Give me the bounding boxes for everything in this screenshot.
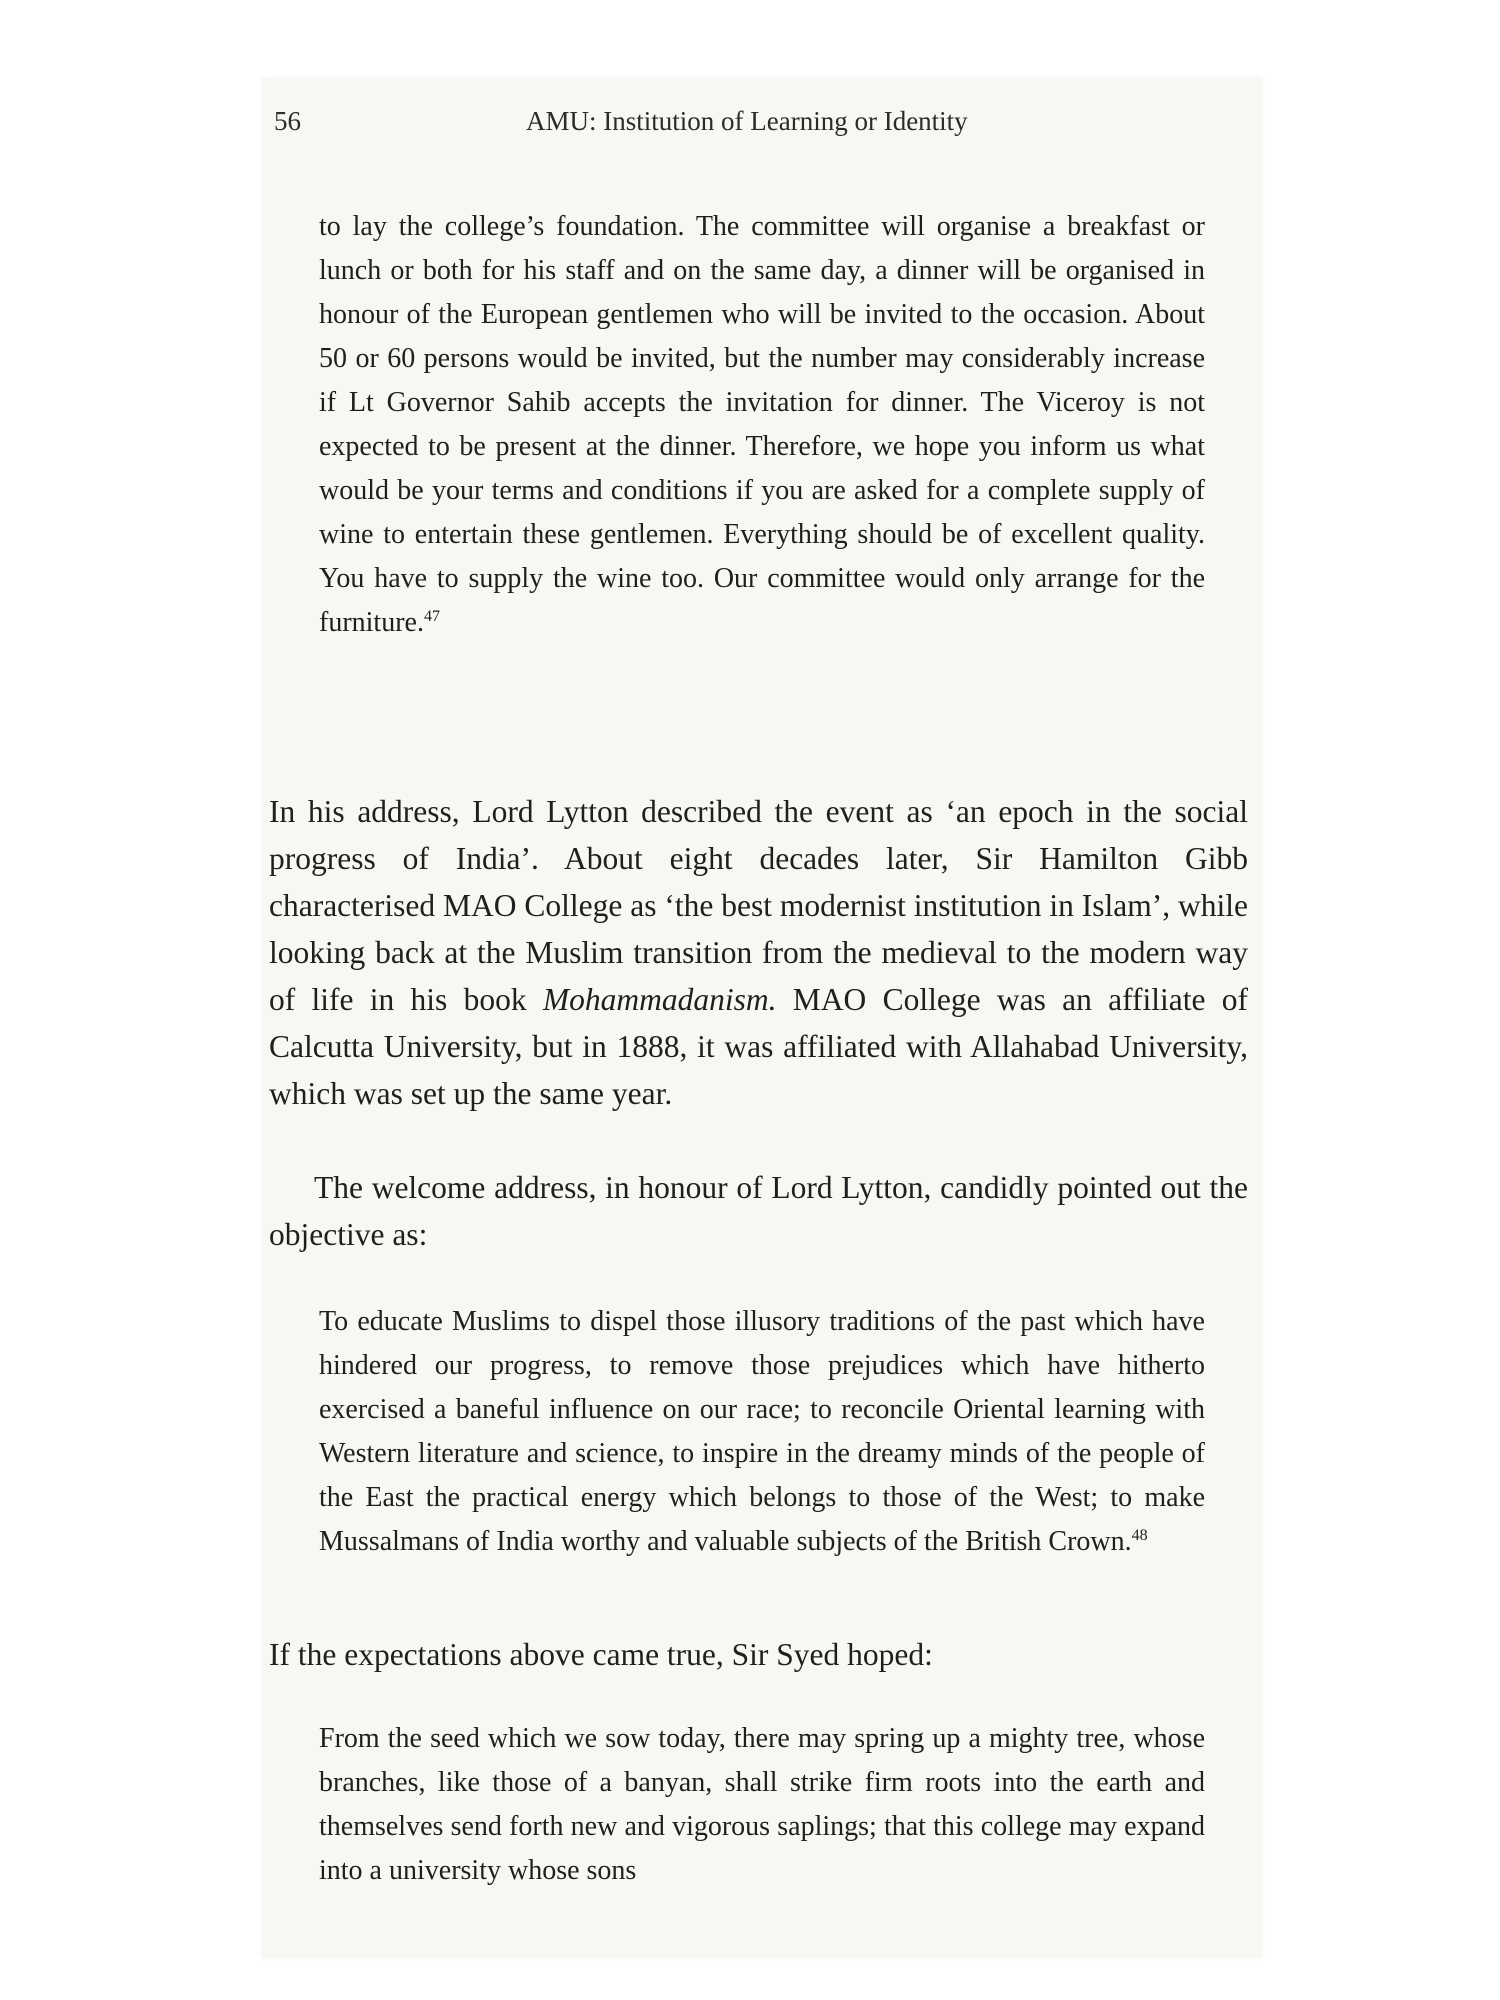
paragraph-sir-syed-hoped: If the expectations above came true, Sir Syed hoped: (269, 1637, 933, 1672)
block-quote-seed: From the seed which we sow today, there may spring up a mighty tree, whose branches, like those of a banyan, shall strike firm roots into the earth and themselves send forth new and vigorous saplings; that this college may expand into a university whose sons (319, 1723, 1205, 1886)
book-title-mohammadanism: Mohammadanism. (542, 982, 777, 1017)
footnote-ref-47: 47 (423, 608, 440, 625)
paragraph-welcome-address: The welcome address, in honour of Lord Lytton, candidly pointed out the objective as: (269, 1170, 1248, 1252)
paragraph-lord-lytton-text-a: In his address, Lord Lytton described the event as ‘an epoch in the social progress of India’. About eight decades later, Sir Hamilton Gibb characterised MAO College as ‘the best modernist institution in Islam’, while looking back at the Muslim transition from the medieval to the modern way of life in his book (269, 794, 1248, 1017)
page-header (274, 106, 1250, 146)
book-page (262, 78, 1262, 1958)
block-quote-invitation (319, 205, 1205, 645)
running-head: AMU: Institution of Learning or Identity (526, 106, 968, 136)
paragraph-lord-lytton (269, 788, 1248, 1117)
page-number: 56 (274, 106, 301, 136)
footnote-ref-48: 48 (1131, 1527, 1148, 1544)
paragraph-lord-lytton-text-b: MAO College was an affiliate of Calcutta University, but in 1888, it was affiliated with Allahabad University, which was set up the same year. (269, 982, 1248, 1111)
block-quote-invitation-text: to lay the college’s foundation. The committee will organise a breakfast or lunch or both for his staff and on the same day, a dinner will be organised in honour of the European gentlemen who will be invited to the occasion. About 50 or 60 persons would be invited, but the number may considerably increase if Lt Governor Sahib accepts the invitation for dinner. The Viceroy is not expected to be present at the dinner. Therefore, we hope you inform us what would be your terms and conditions if you are asked for a complete supply of wine to entertain these gentlemen. Everything should be of excellent quality. You have to supply the wine too. Our committee would only arrange for the furniture. (319, 211, 1205, 638)
block-quote-objective (319, 1300, 1205, 1564)
block-quote-objective-text: To educate Muslims to dispel those illusory traditions of the past which have hindered our progress, to remove those prejudices which have hitherto exercised a baneful influence on our race; to reconcile Oriental learning with Western literature and science, to inspire in the dreamy minds of the people of the East the practical energy which belongs to those of the West; to make Mussalmans of India worthy and valuable subjects of the British Crown. (319, 1306, 1205, 1557)
